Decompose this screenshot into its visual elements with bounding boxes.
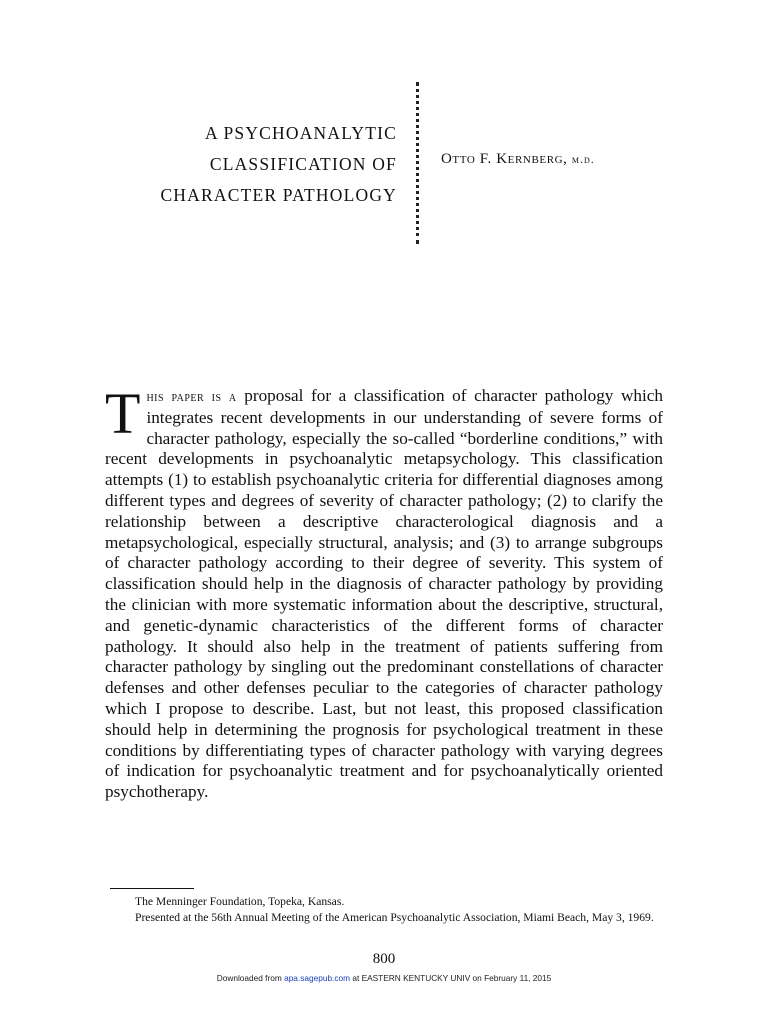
download-suffix: at EASTERN KENTUCKY UNIV on February 11, 2015 bbox=[350, 973, 552, 983]
title-line-2: CLASSIFICATION OF bbox=[209, 154, 397, 174]
drop-cap: T bbox=[105, 381, 141, 446]
footnote-affiliation: The Menninger Foundation, Topeka, Kansas. bbox=[135, 895, 345, 908]
body-paragraph bbox=[105, 381, 664, 803]
download-notice bbox=[0, 973, 768, 983]
dotted-divider bbox=[416, 82, 419, 244]
title-line-3: CHARACTER PATHOLOGY bbox=[160, 185, 397, 205]
article-title bbox=[60, 118, 397, 211]
footnotes bbox=[105, 894, 665, 925]
page-number: 800 bbox=[372, 951, 396, 967]
author-name: Otto F. Kernberg, bbox=[441, 151, 568, 167]
author-degree: m.d. bbox=[571, 152, 595, 166]
footnote-rule bbox=[110, 888, 194, 889]
download-prefix: Downloaded from bbox=[216, 973, 285, 983]
download-link[interactable]: apa.sagepub.com bbox=[284, 973, 351, 983]
footnote-presented: Presented at the 56th Annual Meeting of the American Psychoanalytic Association, Miami Beach, May 3, 1969. bbox=[135, 910, 654, 924]
title-line-1: A PSYCHOANALYTIC bbox=[205, 123, 397, 143]
paragraph-text: proposal for a classification of character pathology which integrates recent developments in our understanding of severe forms of character pathology, especially the so-called “borderline conditions,” with recent developments in psychoanalytic metapsychology. This classification attempts (1) to establish psychoanalytic criteria for differential diagnoses among different types and degrees of severity of character pathology; (2) to clarify the relationship between a descriptive characterological diagnosis and a metapsychological, especially structural, analysis; and (3) to arrange subgroups of character pathology according to their degree of severity. This system of classification should help in the diagnosis of character pathology by providing the clinician with more systematic information about the descriptive, structural, and genetic-dynamic characteristics of the different forms of character pathology. It should also help in the treatment of patients suffering from character pathology by singling out the predominant constellations of character defenses and other defenses peculiar to the categories of character pathology which I propose to describe. Last, but not least, this proposed classification should help in determining the prognosis for psychological treatment in these conditions by differentiating types of character pathology with varying degrees of indication for psychoanalytic treatment and for psychoanalytically oriented psychotherapy. bbox=[105, 386, 664, 802]
lead-in-text: his paper is a bbox=[146, 389, 237, 405]
author-byline bbox=[441, 151, 595, 168]
